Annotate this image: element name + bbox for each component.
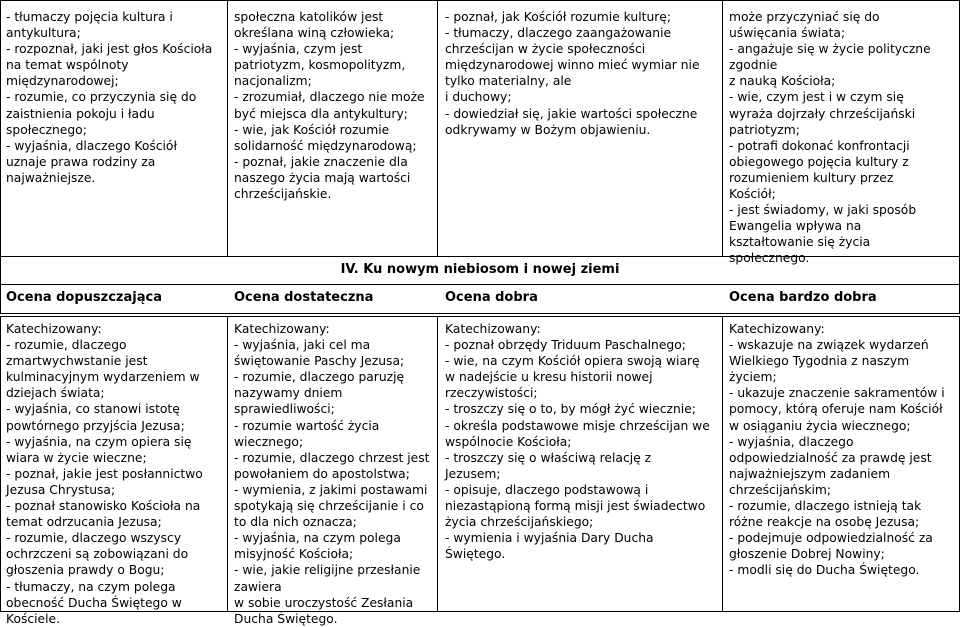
text-line: zgodnie — [729, 58, 778, 73]
text-line: - wyjaśnia, na czym polega — [234, 531, 401, 546]
text-line: powołaniem do apostolstwa; — [234, 466, 410, 481]
text-line: rozumieniem kultury przez — [729, 170, 894, 185]
table-vline — [227, 316, 228, 612]
text-line: życiem; — [729, 370, 777, 385]
text-line: powtórnego przyjścia Jezusa; — [6, 418, 185, 433]
top-cell-1 — [6, 9, 212, 186]
text-line: - rozumie, dlaczego wszyscy — [6, 531, 182, 546]
text-line: Katechizowany: — [6, 322, 102, 336]
text-line: w osiąganiu życia wiecznego; — [729, 418, 911, 433]
text-line: społecznego; — [6, 122, 87, 137]
table-vline — [0, 0, 1, 256]
table-border-section-bottom — [0, 284, 960, 285]
text-line: - dowiedział się, jakie wartości społeczne — [445, 106, 698, 121]
text-line: chrześcijan w życie społeczności — [445, 42, 646, 57]
text-line: - ukazuje znaczenie sakramentów i — [729, 386, 945, 401]
text-line: społecznego. — [729, 251, 810, 266]
text-line: - rozumie wartość życia — [234, 418, 380, 433]
text-line: patriotyzm; — [729, 122, 800, 137]
text-line: życia chrześcijańskiego; — [445, 515, 594, 530]
text-line: Jezusa Chrystusa; — [6, 482, 116, 497]
text-line: - angażuje się w życie polityczne — [729, 42, 931, 57]
text-line: - jest świadomy, w jaki sposób — [729, 203, 917, 218]
top-cell-2 — [234, 9, 425, 202]
text-line: - wie, czym jest i w czym się — [729, 90, 904, 105]
text-line: w nadejście u kresu historii nowej — [445, 370, 653, 385]
text-line: różne reakcje na osobę Jezusa; — [729, 515, 920, 530]
text-line: dziejach świata; — [6, 386, 105, 401]
text-line: pomocy, którą oferuje nam Kościół — [729, 402, 943, 417]
grade-header-dopuszczajaca: Ocena dopuszczająca — [6, 290, 162, 305]
text-line: - tłumaczy pojęcia kultura i — [6, 10, 173, 24]
text-line: - wymienia i wyjaśnia Dary Ducha — [445, 531, 654, 546]
text-line: - wyjaśnia, dlaczego Kościół — [6, 138, 177, 153]
text-line: może przyczyniać się do — [729, 10, 880, 24]
table-border-top — [0, 0, 960, 1]
text-line: Jezusem; — [445, 466, 501, 481]
text-line: chrześcijańskie. — [234, 187, 332, 202]
text-line: odkrywamy w Bożym objawieniu. — [445, 122, 651, 137]
text-line: ochrzczeni są zobowiązani do — [6, 547, 189, 562]
table-vline — [722, 316, 723, 612]
text-line: - rozumie, dlaczego — [6, 338, 127, 353]
text-line: - podejmuje odpowiedzialność za — [729, 531, 933, 546]
text-line: - tłumaczy, na czym polega — [6, 579, 176, 594]
text-line: zmartwychwstanie jest — [6, 354, 148, 369]
text-line: - wie, jakie religijne przesłanie — [234, 563, 421, 578]
text-line: - poznał stanowisko Kościoła na — [6, 499, 201, 514]
text-line: międzynarodowej; — [6, 74, 119, 89]
text-line: spotykają się chrześcijanie i co — [234, 499, 424, 514]
text-line: odpowiedzialność za prawdę jest — [729, 450, 932, 465]
text-line: tylko materialny, ale — [445, 74, 572, 89]
text-line: wiara w życie wieczne; — [6, 450, 147, 465]
text-line: Ewangelia wpływa na — [729, 219, 862, 234]
text-line: Katechizowany: — [234, 322, 330, 336]
text-line: - wskazuje na związek wydarzeń — [729, 338, 929, 353]
text-line: Świętego. — [445, 547, 506, 562]
text-line: Wielkiego Tygodnia z naszym — [729, 354, 910, 369]
grade-header-dobra: Ocena dobra — [445, 290, 538, 305]
text-line: świętowanie Paschy Jezusa; — [234, 354, 405, 369]
text-line: uświęcania świata; — [729, 26, 846, 41]
table-border-header-bottom — [0, 313, 960, 314]
table-vline — [0, 316, 1, 612]
text-line: - wyjaśnia, dlaczego — [729, 434, 854, 449]
text-line: chrześcijańskim; — [729, 482, 832, 497]
text-line: - wyjaśnia, jaki cel ma — [234, 338, 371, 353]
text-line: - troszczy się o to, by mógł żyć wiecznie; — [445, 402, 696, 417]
section-title: IV. Ku nowym niebiosom i nowej ziemi — [340, 262, 620, 277]
text-line: - wymienia, z jakimi postawami — [234, 482, 428, 497]
text-line: solidarność międzynarodową; — [234, 138, 417, 153]
text-line: niezastąpioną formą misji jest świadectwo — [445, 499, 706, 514]
text-line: - poznał, jakie znaczenie dla — [234, 154, 408, 169]
text-line: określana winą człowieka; — [234, 26, 395, 41]
text-line: - rozpoznał, jaki jest głos Kościoła — [6, 42, 213, 57]
text-line: kulminacyjnym wydarzeniem w — [6, 370, 200, 385]
text-line: najważniejsze. — [6, 170, 96, 185]
text-line: misyjność Kościoła; — [234, 547, 354, 562]
bottom-cell-3 — [445, 321, 710, 562]
text-line: temat odrzucania Jezusa; — [6, 515, 162, 530]
text-line: wiecznego; — [234, 434, 304, 449]
bottom-cell-1 — [6, 321, 203, 627]
text-line: Katechizowany: — [729, 322, 825, 336]
text-line: w sobie uroczystość Zesłania — [234, 595, 414, 610]
text-line: - określa podstawowe misje chrześcijan we — [445, 418, 710, 433]
text-line: społeczna katolików jest — [234, 10, 384, 24]
text-line: nazywamy dniem — [234, 386, 343, 401]
text-line: międzynarodowej winno mieć wymiar nie — [445, 58, 700, 73]
text-line: obecność Ducha Świętego w — [6, 595, 182, 610]
table-border-body-top — [0, 316, 960, 317]
grade-header-dostateczna: Ocena dostateczna — [234, 290, 374, 305]
bottom-cell-2 — [234, 321, 429, 627]
text-line: uznaje prawa rodziny za — [6, 154, 156, 169]
text-line: - wyjaśnia, co stanowi istotę — [6, 402, 180, 417]
text-line: obiegowego pojęcia kultury z — [729, 154, 909, 169]
text-line: - opisuje, dlaczego podstawową i — [445, 482, 649, 497]
text-line: - wie, jak Kościół rozumie — [234, 122, 390, 137]
text-line: - modli się do Ducha Świętego. — [729, 563, 920, 578]
text-line: głoszenie Dobrej Nowiny; — [729, 547, 885, 562]
table-vline — [227, 0, 228, 256]
text-line: - poznał, jakie jest posłannictwo — [6, 466, 203, 481]
text-line: wyraża dojrzały chrześcijański — [729, 106, 916, 121]
table-vline — [0, 284, 1, 313]
text-line: rzeczywistości; — [445, 386, 538, 401]
text-line: - wyjaśnia, na czym opiera się — [6, 434, 192, 449]
text-line: - zrozumiał, dlaczego nie może — [234, 90, 425, 105]
text-line: - rozumie, dlaczego paruzję — [234, 370, 405, 385]
text-line: Ducha Świętego. — [234, 611, 338, 626]
text-line: zawiera — [234, 579, 282, 594]
text-line: zaistnienia pokoju i ładu — [6, 106, 155, 121]
table-vline — [437, 316, 438, 612]
text-line: - rozumie, dlaczego chrzest jest — [234, 450, 430, 465]
text-line: z nauką Kościoła; — [729, 74, 836, 89]
text-line: na temat wspólnoty — [6, 58, 129, 73]
text-line: sprawiedliwości; — [234, 402, 335, 417]
text-line: nacjonalizm; — [234, 74, 312, 89]
text-line: Kościele. — [6, 611, 61, 626]
grade-header-bardzo-dobra: Ocena bardzo dobra — [729, 290, 877, 305]
text-line: - troszczy się o właściwą relację z — [445, 450, 652, 465]
text-line: - tłumaczy, dlaczego zaangażowanie — [445, 26, 672, 41]
text-line: wspólnocie Kościoła; — [445, 434, 572, 449]
text-line: - wie, na czym Kościół opiera swoją wiarę — [445, 354, 700, 369]
text-line: Katechizowany: — [445, 322, 541, 336]
table-vline — [437, 0, 438, 256]
text-line: być miejsca dla antykultury; — [234, 106, 408, 121]
bottom-cell-4 — [729, 321, 945, 579]
top-cell-3 — [445, 9, 700, 138]
text-line: kształtowanie się życia — [729, 235, 871, 250]
text-line: i duchowy; — [445, 90, 512, 105]
text-line: to dla nich oznacza; — [234, 515, 357, 530]
text-line: antykultura; — [6, 26, 81, 41]
text-line: naszego życia mają wartości — [234, 170, 411, 185]
table-vline — [722, 0, 723, 256]
text-line: - potrafi dokonać konfrontacji — [729, 138, 910, 153]
text-line: - rozumie, co przyczynia się do — [6, 90, 197, 105]
text-line: patriotyzm, kosmopolityzm, — [234, 58, 406, 73]
top-cell-4 — [729, 9, 931, 267]
text-line: - poznał, jak Kościół rozumie kulturę; — [445, 10, 671, 24]
text-line: głoszenia prawdy o Bogu; — [6, 563, 165, 578]
text-line: - wyjaśnia, czym jest — [234, 42, 363, 57]
text-line: najważniejszym zadaniem — [729, 466, 891, 481]
text-line: - poznał obrzędy Triduum Paschalnego; — [445, 338, 686, 353]
text-line: Kościół; — [729, 187, 776, 202]
text-line: - rozumie, dlaczego istnieją tak — [729, 499, 922, 514]
